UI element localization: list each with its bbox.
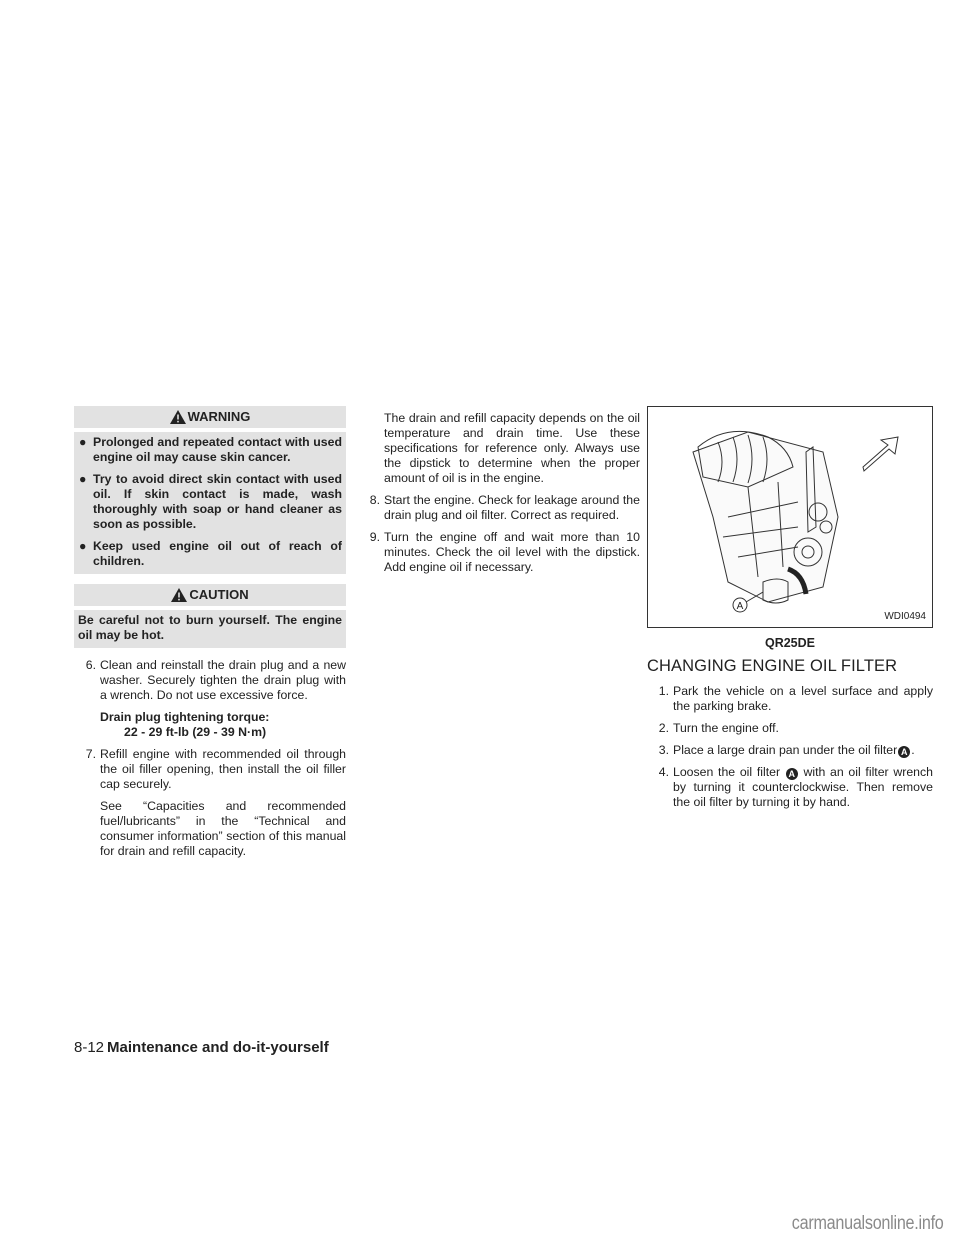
- bullet-text: Try to avoid direct skin contact with used oil. If skin contact is made, wash thoroughly with soap or hand cleaner as soon as possible.: [93, 472, 342, 531]
- torque-value: 22 - 29 ft-lb (29 - 39 N·m): [124, 725, 267, 739]
- step-6: [74, 658, 346, 703]
- chapter-title: Maintenance and do-it-yourself: [107, 1039, 329, 1056]
- callout-a-icon: A: [786, 768, 798, 780]
- bullet-text: Prolonged and repeated contact with used engine oil may cause skin cancer.: [93, 435, 342, 464]
- warning-header: [74, 406, 346, 428]
- figure-code: WDI0494: [884, 611, 926, 622]
- figure-callout-a: A: [736, 601, 744, 612]
- step-text: Turn the engine off and wait more than 10 minutes. Check the oil level with the dipstick. Add engine oil if necessary.: [384, 530, 640, 574]
- step-8: [358, 493, 640, 523]
- warning-body: [74, 432, 346, 574]
- torque-spec: [74, 710, 346, 740]
- caution-body: Be careful not to burn yourself. The engine oil may be hot.: [74, 610, 346, 648]
- step-number: 3.: [658, 743, 669, 757]
- warning-bullet: ● Keep used engine oil out of reach of children.: [79, 539, 342, 568]
- step-text: Start the engine. Check for leakage around the drain plug and oil filter. Correct as required.: [384, 493, 640, 522]
- torque-label: Drain plug tightening torque:: [100, 710, 270, 724]
- step-7: [74, 747, 346, 792]
- left-column: [74, 406, 346, 866]
- warning-triangle-icon: [171, 588, 187, 602]
- step-text-end: .: [911, 743, 915, 757]
- section-heading: CHANGING ENGINE OIL FILTER: [647, 657, 898, 675]
- step-text-end: with an oil filter wrench by turning it counterclockwise. Then remove the oil filter by turning it by hand.: [673, 765, 933, 809]
- step-text: Refill engine with recommended oil through the oil filler opening, then install the oil filler cap securely.: [100, 747, 346, 791]
- step-9: [358, 530, 640, 575]
- page-footer: [74, 1040, 329, 1055]
- bullet-text: Keep used engine oil out of reach of children.: [93, 539, 342, 568]
- filter-step-2: [647, 721, 933, 736]
- step-text: Loosen the oil filter: [673, 765, 781, 779]
- filter-step-1: [647, 684, 933, 714]
- right-column: [647, 406, 933, 817]
- step-number: 2.: [658, 721, 669, 735]
- caution-title: CAUTION: [189, 587, 249, 602]
- step-number: 7.: [85, 747, 96, 761]
- warning-triangle-icon: [170, 410, 186, 424]
- warning-bullet: ● Try to avoid direct skin contact with used oil. If skin contact is made, wash thoroughly with soap or hand cleaner as soon as possible.: [79, 472, 342, 531]
- callout-a-icon: A: [898, 746, 910, 758]
- step-text: Park the vehicle on a level surface and apply the parking brake.: [673, 684, 933, 713]
- page-number: 8-12: [74, 1039, 105, 1056]
- step-number: 6.: [85, 658, 96, 672]
- step-number: 1.: [658, 684, 669, 698]
- figure-caption: QR25DE: [764, 636, 816, 650]
- step-number: 8.: [369, 493, 380, 507]
- step-7-note: See “Capacities and recommended fuel/lubricants” in the “Technical and consumer information” section of this manual for drain and refill capacity.: [100, 799, 346, 858]
- middle-column: [358, 411, 640, 582]
- filter-step-3: [647, 743, 933, 758]
- warning-title: WARNING: [187, 409, 251, 424]
- step-text: Turn the engine off.: [673, 721, 779, 735]
- engine-figure: [647, 406, 933, 628]
- warning-bullet: ● Prolonged and repeated contact with used engine oil may cause skin cancer.: [79, 435, 342, 464]
- step-number: 9.: [369, 530, 380, 544]
- step-number: 4.: [658, 765, 669, 779]
- step-text: Place a large drain pan under the oil filter: [673, 743, 898, 757]
- capacity-note: The drain and refill capacity depends on the oil temperature and drain time. Use these specifications for reference only. Always use the dipstick to determine when the proper amount of oil is in the engine.: [384, 411, 640, 485]
- caution-header: [74, 584, 346, 606]
- engine-illustration: [648, 407, 934, 627]
- watermark: carmanualsonline.info: [792, 1213, 944, 1234]
- filter-step-4: [647, 765, 933, 810]
- step-text: Clean and reinstall the drain plug and a new washer. Securely tighten the drain plug with a wrench. Do not use excessive force.: [100, 658, 346, 702]
